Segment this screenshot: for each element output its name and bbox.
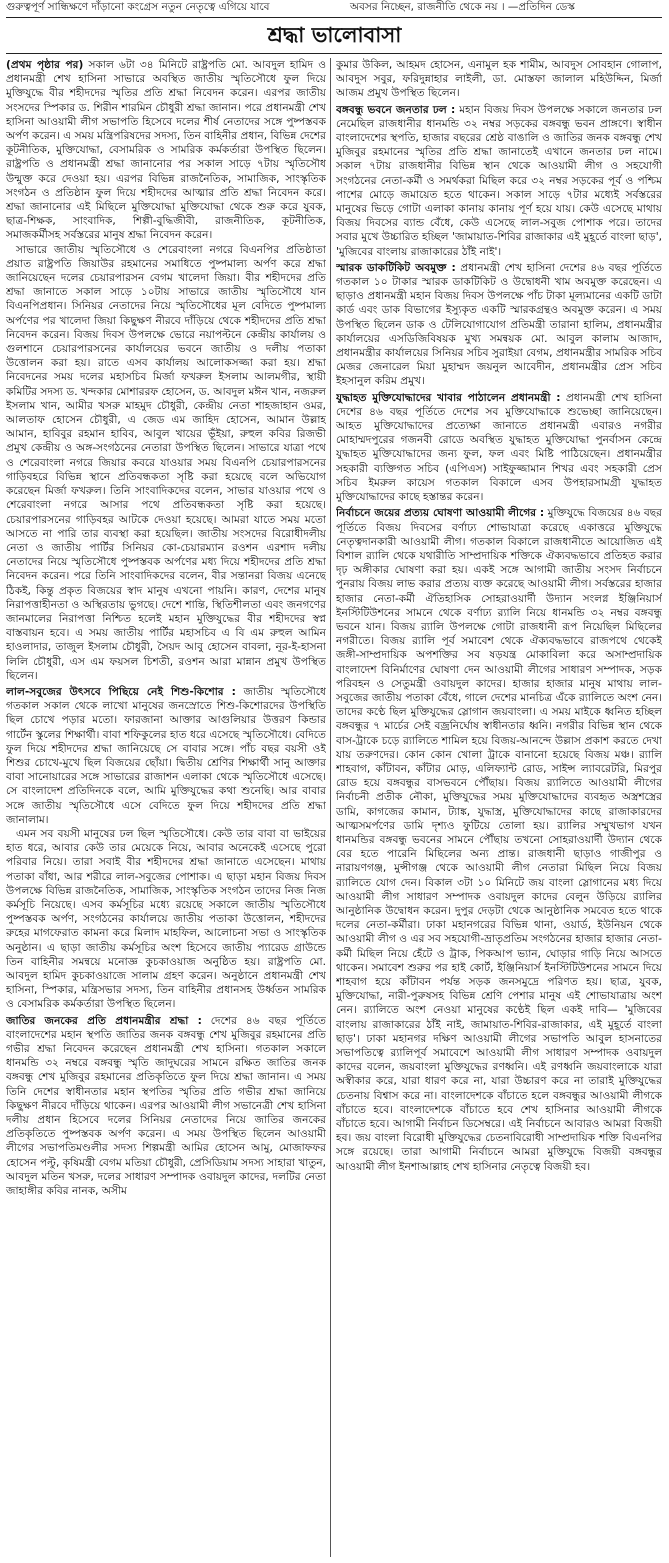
paragraph-text: এমন সব বয়সী মানুষের ঢল ছিল স্মৃতিসৌধে। কেউ তার বাবা বা ভাইয়ের হাত ধরে, আবার কেউ তার মেয়েকে নিয়ে, আবার অনেকেই এসেছে পুরো পরিবার নিয়ে। তারা সবাই বীর শহীদদের শ্রদ্ধা জানাতে এসেছেন। মাথায় পতাকা বাঁধা, আর শরীরে লাল-সবুজের পোশাক। এ ছাড়া মহান বিজয় দিবস উপলক্ষে বিভিন্ন রাজনৈতিক, সামাজিক, সাংস্কৃতিক সংগঠন তাদের নিজ নিজ কর্মসূচি নিয়েছে। এসব কর্মসূচির মধ্যে রয়েছে সকালে জাতীয় স্মৃতিসৌধে পুষ্পস্তবক অর্পণ, সংগঠনের কার্যালয়ে জাতীয় পতাকা উত্তোলন, শহীদদের রুহের মাগফেরাত কামনা করে মিলাদ মাহফিল, আলোচনা সভা ও সাংস্কৃতিক অনুষ্ঠান। এ ছাড়া জাতীয় কর্মসূচির অংশ হিসেবে জাতীয় প্যারেড গ্রাউন্ডে তিন বাহিনীর সমন্বয়ে মনোজ্ঞ কুচকাওয়াজ অনুষ্ঠিত হয়। রাষ্ট্রপতি মো. আবদুল হামিদ কুচকাওয়াজে সালাম গ্রহণ করেন। অনুষ্ঠানে প্রধানমন্ত্রী শেখ হাসিনা, স্পিকার, মন্ত্রিসভার সদস্য, তিন বাহিনীর প্রধানসহ উর্ধ্বতন সামরিক ও বেসামরিক কর্মকর্তারা উপস্থিত ছিলেন। <box>6 827 326 1011</box>
paragraph-text: কুমার উকিল, আহমদ হোসেন, এনামুল হক শামীম, আবদুস সোবহান গোলাপ, আবদুস সবুর, ফরিদুন্নাহার লাইলী, ডা. মোস্তফা জালাল মহিউদ্দিন, মির্জা আজম প্রমুখ উপস্থিত ছিলেন। <box>336 59 662 100</box>
section-subheading: জাতির জনকের প্রতি প্রধানমন্ত্রীর শ্রদ্ধা : <box>6 1014 202 1027</box>
article-section-paragraph <box>6 1014 326 1199</box>
article-section-paragraph <box>336 391 662 505</box>
article-column-left <box>6 58 326 1559</box>
top-strip-left-text: গুরুত্বপূর্ণ সান্ধিক্ষণে দাঁড়ানো কংগ্রেস নতুন নেতৃত্বে এগিয়ে যাবে <box>6 1 270 13</box>
article-section-paragraph <box>336 261 662 389</box>
article-column-right <box>336 58 662 1559</box>
section-subheading: স্মারক ডাকটিকিট অবমুক্ত : <box>336 261 456 274</box>
paragraph-text: সকাল ৬টা ৩৪ মিনিটে রাষ্ট্রপতি মো. আবদুল হামিদ ও প্রধানমন্ত্রী শেখ হাসিনা সাভারে অবস্থিত জাতীয় স্মৃতিসৌধে ফুল দিয়ে মুক্তিযুদ্ধে বীর শহীদদের স্মৃতির প্রতি শ্রদ্ধা নিবেদন করেন। এরপর জাতীয় সংসদের স্পিকার ড. শিরীন শারমিন চৌধুরী শ্রদ্ধা জানান। পরে প্রধানমন্ত্রী শেখ হাসিনা আওয়ামী লীগ সভাপতি হিসেবে দলের শীর্ষ নেতাদের সঙ্গে পুষ্পস্তবক অর্পণ করেন। এ সময় মন্ত্রিপরিষদের সদস্য, তিন বাহিনীর প্রধান, বিভিন্ন দেশের কূটনীতিক, মুক্তিযোদ্ধা, বেসামরিক ও সামরিক কর্মকর্তারা উপস্থিত ছিলেন। রাষ্ট্রপতি ও প্রধানমন্ত্রী শ্রদ্ধা জানানোর পর সকাল সাড়ে ৭টায় স্মৃতিসৌধ উন্মুক্ত করে দেওয়া হয়। এরপর বিভিন্ন রাজনৈতিক, সামাজিক, সাংস্কৃতিক সংগঠন ও প্রতিষ্ঠান ফুল দিয়ে শহীদদের আত্মার প্রতি শ্রদ্ধা নিবেদন করে। শ্রদ্ধা জানানোর এই মিছিলে মুক্তিযোদ্ধা মুক্তিযোদ্ধা থেকে শুরু করে যুবক, ছাত্র-শিক্ষক, সাংবাদিক, শিল্পী-বুদ্ধিজীবী, রাজনীতিক, কূটনীতিক, সমাজকর্মীসহ সর্বস্তরের মানুষ শ্রদ্ধা নিবেদন করেন। <box>6 59 326 242</box>
section-subheading: লাল-সবুজের উৎসবে পিছিয়ে নেই শিশু-কিশোর : <box>6 685 236 698</box>
paragraph-text: দেশের ৪৬ বছর পূর্তিতে বাংলাদেশের মহান স্থপতি জাতির জনক বঙ্গবন্ধু শেখ মুজিবুর রহমানের প্রতি গভীর শ্রদ্ধা নিবেদন করেছেন প্রধানমন্ত্রী শেখ হাসিনা। গতকাল সকালে ধানমন্ডি ৩২ নম্বরে বঙ্গবন্ধু স্মৃতি জাদুঘরের সামনে রক্ষিত জাতির জনক বঙ্গবন্ধু শেখ মুজিবুর রহমানের প্রতিকৃতিতে ফুল দিয়ে শ্রদ্ধা জানান। এ সময় তিনি দেশের স্বাধীনতার মহান স্থপতির স্মৃতির প্রতি গভীর শ্রদ্ধা জানিয়ে কিছুক্ষণ নীরবে দাঁড়িয়ে থাকেন। এরপর আওয়ামী লীগ সভানেত্রী শেখ হাসিনা দলীয় প্রধান হিসেবে দলের সিনিয়র নেতাদের নিয়ে জাতির জনকের প্রতিকৃতিতে পুষ্পস্তবক অর্পণ করেন। এ সময় উপস্থিত ছিলেন আওয়ামী লীগের সভাপতিমণ্ডলীর সদস্য শিল্পমন্ত্রী আমির হোসেন আমু, মোজাফফর হোসেন পল্টু, কৃষিমন্ত্রী বেগম মতিয়া চৌধুরী, প্রেসিডিয়াম সদস্য সাহারা খাতুন, আবদুল মতিন খসরু, দলের সাধারণ সম্পাদক ওবায়দুল কাদের, দলটির নেতা জাহাঙ্গীর কবির নানক, অসীম <box>6 1014 326 1198</box>
paragraph-text: জাতীয় স্মৃতিসৌধে গতকাল সকাল থেকে লাখো মানুষের জনস্রোতে শিশু-কিশোরদের উপস্থিতি ছিল চোখে পড়ার মতো। ফারজানা আক্তার আগুলিয়ার উত্তরণ কিন্ডার গার্টেন স্কুলের শিক্ষার্থী। বাবা শফিকুলের হাত ধরে এসেছে স্মৃতিসৌধে। বেদিতে ফুল দিয়ে শহীদদের শ্রদ্ধা জানিয়েছে সে বাবার সঙ্গে। পাঁচ বছর বয়সী ওই শিশুর চোখে-মুখে ছিল বিজয়ের ছোঁয়া। দ্বিতীয় শ্রেণির শিক্ষার্থী সানু আক্তার বাবা সানোয়ারের সঙ্গে সাভারের রাজাশন এলাকা থেকে স্মৃতিসৌধে এসেছে। সে বাংলাদেশ প্রতিদিনকে বলে, আমি মুক্তিযুদ্ধের কথা শুনেছি। আর বাবার সঙ্গে জাতীয় স্মৃতিসৌধে এসে বেদিতে ফুল দিয়ে শহীদদের প্রতি শ্রদ্ধা জানালাম। <box>6 685 326 826</box>
section-subheading: বঙ্গবন্ধু ভবনে জনতার ঢল : <box>336 103 456 116</box>
section-subheading: যুদ্ধাহত মুক্তিযোদ্ধাদের খাবার পাঠালেন প্রধানমন্ত্রী : <box>336 391 561 404</box>
article-section-paragraph <box>6 685 326 827</box>
section-subheading: নির্বাচনে জয়ের প্রত্যয় ঘোষণা আওয়ামী লীগের : <box>336 507 545 520</box>
column-divider <box>330 58 331 1557</box>
article-section-paragraph <box>336 506 662 1174</box>
article-section-paragraph <box>336 103 662 259</box>
paragraph-text: সাভারে জাতীয় স্মৃতিসৌধে ও শেরেবাংলা নগরে বিএনপির প্রতিষ্ঠাতা প্রয়াত রাষ্ট্রপতি জিয়াউর রহমানের সমাধিতে পুষ্পমাল্য অর্পণ করে শ্রদ্ধা জানিয়েছেন দলের চেয়ারপারসন বেগম খালেদা জিয়া। বীর শহীদদের প্রতি শ্রদ্ধা জানাতে সকাল সাড়ে ১০টায় সাভারে জাতীয় স্মৃতিসৌধে যান বিএনপিপ্রধান। সিনিয়র নেতাদের নিয়ে স্মৃতিসৌধের মূল বেদিতে পুষ্পমাল্য অর্পণের পর খালেদা জিয়া কিছুক্ষণ নীরবে দাঁড়িয়ে থেকে শহীদদের প্রতি শ্রদ্ধা নিবেদন করেন। বিজয় দিবস উপলক্ষে ভোরে নয়াপল্টনে কেন্দ্রীয় কার্যালয় ও গুলশানে চেয়ারপারসনের কার্যালয়ের ভবনে জাতীয় ও দলীয় পতাকা উত্তোলন করা হয়। রাতে এসব কার্যালয় আলোকসজ্জা করা হয়। শ্রদ্ধা নিবেদনের সময় দলের মহাসচিব মির্জা ফখরুল ইসলাম আলমগীর, স্থায়ী কমিটির সদস্য ড. খন্দকার মোশাররফ হোসেন, ড. আবদুল মঈন খান, নজরুল ইসলাম খান, আমীর খসরু মাহমুদ চৌধুরী, কেন্দ্রীয় নেতা শাহজাহান ওমর, আলতাফ হোসেন চৌধুরী, এ জেড এম জাহিদ হোসেন, আমান উল্লাহ আমান, হাবিবুর রহমান হাবিব, আবুল খায়ের ভূঁইয়া, রুহুল কবির রিজভী প্রমুখ কেন্দ্রীয় ও অঙ্গ-সংগঠনের নেতারা উপস্থিত ছিলেন। সাভারে যাত্রা পথে ও শেরেবাংলা নগরে জিয়ার কবরে যাওয়ার সময় বিএনপি চেয়ারপারসনের গাড়িবহরে বিভিন্ন স্থানে প্রতিবন্ধকতা সৃষ্টি করা হয়েছে বলে অভিযোগ করেছেন মির্জা ফখরুল। তিনি সাংবাদিকদের বলেন, সাভার যাওয়ার পথে ও শেরেবাংলা নগরে আসার পথে প্রতিবন্ধকতা সৃষ্টি করা হয়েছে। চেয়ারপারসনের গাড়িবহর আটকে দেওয়া হয়েছে। আমরা যাতে সময় মতো আসতে না পারি তার ব্যবস্থা করা হয়েছিল। জাতীয় সংসদের বিরোধীদলীয় নেতা ও জাতীয় পার্টির সিনিয়র কো-চেয়ারম্যান রওশন এরশাদ দলীয় নেতাদের নিয়ে স্মৃতিসৌধে পুষ্পস্তবক অর্পণের মধ্য দিয়ে শহীদদের প্রতি শ্রদ্ধা নিবেদন করেন। পরে তিনি সাংবাদিকদের বলেন, বীর সন্তানরা বিজয় এনেছে ঠিকই, কিন্তু প্রকৃত বিজয়ের স্বাদ মানুষ এখনো পায়নি। কারণ, দেশের মানুষ নিরাপত্তাহীনতা ও অস্থিরতায় ভুগছে। দেশে শান্তি, স্থিতিশীলতা এবং জনগণের জানমালের নিরাপত্তা নিশ্চিত হলেই মহান মুক্তিযুদ্ধের বীর শহীদদের স্বপ্ন বাস্তবায়ন হবে। এ সময় জাতীয় পার্টির মহাসচিব এ বি এম রুহুল আমিন হাওলাদার, তাজুল ইসলাম চৌধুরী, সৈয়দ আবু হোসেন বাবলা, নূর-ই-হাসনা লিলি চৌধুরী, এস এম ফয়সল চিশতী, রওশন আরা মান্নান প্রমুখ উপস্থিত ছিলেন। <box>6 243 326 682</box>
paragraph-text: মুক্তিযুদ্ধে বিজয়ের ৪৬ বছর পূর্তিতে বিজয় দিবসের বর্ণাঢ্য শোভাযাত্রা করেছে একাত্তরে মুক্তিযুদ্ধে নেতৃত্বদানকারী আওয়ামী লীগ। গতকাল বিকালে রাজধানীতে আয়োজিত এই বিশাল র‍্যালি থেকে যথারীতি সাম্প্রদায়িক শক্তিকে ঐক্যবদ্ধভাবে প্রতিহত করার দৃঢ় অঙ্গীকার ঘোষণা করা হয়। একই সঙ্গে আগামী জাতীয় সংসদ নির্বাচনে পুনরায় বিজয় লাভ করার প্রত্যয় ব্যক্ত করেছে আওয়ামী লীগ। সর্বস্তরের হাজার হাজার নেতা-কর্মী ঐতিহাসিক সোহরাওয়ার্দী উদ্যান সংলগ্ন ইঞ্জিনিয়ার্স ইনস্টিটিউশনের সামনে থেকে বর্ণাঢ্য র‍্যালি নিয়ে ধানমন্ডি ৩২ নম্বর বঙ্গবন্ধু ভবনে যান। বিজয় র‍্যালি উপলক্ষে গোটা রাজধানী রূপ নিয়েছিল মিছিলের নগরীতে। বিজয় র‍্যালি পূর্ব সমাবেশ থেকে ঐক্যবদ্ধভাবে রাজপথে থেকেই জঙ্গী-সাম্প্রদায়িক অপশক্তির সব ষড়যন্ত্র মোকাবিলা করে অসাম্প্রদায়িক বাংলাদেশ বিনির্মাণের ঘোষণা দেন আওয়ামী লীগের সাধারণ সম্পাদক, সড়ক পরিবহন ও সেতুমন্ত্রী ওবায়দুল কাদের। হাজার হাজার মানুষ মাথায় লাল-সবুজের জাতীয় পতাকা বেঁধে, গালে দেশের মানচিত্র এঁকে র‍্যালিতে অংশ নেন। তাদের কণ্ঠে ছিল মুক্তিযুদ্ধের স্লোগান জয়বাংলা। এ সময় মাইকে ধ্বনিত হচ্ছিল বঙ্গবন্ধুর ৭ মার্চের সেই বজ্রনির্ঘোষ স্বাধীনতার ধ্বনি। নগরীর বিভিন্ন স্থান থেকে বাস-ট্রাকে চড়ে র‍্যালিতে শামিল হয়ে বিজয়-আনন্দে উল্লাস প্রকাশ করতে দেখা যায় তরুণদের। কোন কোন খোলা ট্রাকে বানানো হয়েছে বিজয় মঞ্চ। র‍্যালি শাহবাগ, কাঁটাবন, কাঁটার মোড়, এলিফ্যান্ট রোড, সাইন্স ল্যাবরেটরি, মিরপুর রোড হয়ে বঙ্গবন্ধুর বাসভবনে পৌঁছায়। বিজয় র‍্যালিতে আওয়ামী লীগের নির্বাচনী প্রতীক নৌকা, মুক্তিযুদ্ধের সময় মুক্তিযোদ্ধাদের ব্যবহৃত অস্ত্রশস্ত্রের ডামি, কাগজের কামান, ট্যাঙ্ক, যুদ্ধাস্ত্র, মুক্তিযোদ্ধাদের কাছে রাজাকারদের আত্মসমর্পণের ডামি দৃশ্যও ফুটিয়ে তোলা হয়। র‍্যালির সম্মুখভাগ যখন ধানমন্ডির বঙ্গবন্ধু ভবনের সামনে পৌঁছায় তখনো সোহরাওয়ার্দী উদ্যান থেকে বের হতে পারেনি মিছিলের অন্য প্রান্ত। রাজধানী ছাড়াও গাজীপুর ও নারায়ণগঞ্জ, মুন্সীগঞ্জ থেকে আওয়ামী লীগ নেতারা মিছিল নিয়ে বিজয় র‍্যালিতে যোগ দেন। বিকাল ৩টা ১০ মিনিটে জয় বাংলা স্লোগানের মধ্য দিয়ে আওয়ামী লীগ সাধারণ সম্পাদক ওবায়দুল কাদের বেলুন উড়িয়ে র‍্যালির আনুষ্ঠানিক উদ্বোধন করেন। দুপুর দেড়টা থেকে আনুষ্ঠানিক সমবেত হতে থাকে দলের নেতা-কর্মীরা। ঢাকা মহানগরের বিভিন্ন থানা, ওয়ার্ড, ইউনিয়ন থেকে আওয়ামী লীগ ও এর সব সহযোগী-ভ্রাতৃপ্রতিম সংগঠনের হাজার হাজার নেতা-কর্মী মিছিল নিয়ে হেঁটে ও ট্রাক, পিকআপ ভ্যান, ঘোড়ার গাড়ি নিয়ে আসতে থাকেন। সমাবেশ শুরুর পর হাই কোর্ট, ইঞ্জিনিয়ার্স ইনস্টিটিউশনের সামনে দিয়ে শাহবাগ হয়ে কাঁটাবন পর্যন্ত সড়ক জনসমুদ্রে পরিণত হয়। ছাত্র, যুবক, মুক্তিযোদ্ধা, নারী-পুরুষসহ বিভিন্ন শ্রেণি পেশার মানুষ এই শোভাযাত্রায় অংশ নেন। র‍্যালিতে অংশ নেওয়া মানুষের কণ্ঠেই ছিল একই দাবি— 'মুজিবের বাংলায় রাজাকারের ঠাঁই নাই, জামায়াত-শিবির-রাজাকার, এই মুহূর্তে বাংলা ছাড়'। ঢাকা মহানগর দক্ষিণ আওয়ামী লীগের সভাপতি আবুল হাসনাতের সভাপতিত্বে র‍্যালিপূর্ব সমাবেশে আওয়ামী লীগ সাধারণ সম্পাদক ওবায়দুল কাদের বলেন, জয়বাংলা মুক্তিযুদ্ধের রণধ্বনি। এই রণধ্বনি জয়বাংলাকে যারা অস্বীকার করে, যারা ধারণ করে না, যারা উচ্চারণ করে না তারাই মুক্তিযুদ্ধের চেতনায় বিশ্বাস করে না। বাংলাদেশকে বাঁচাতে হলে বঙ্গবন্ধুর আওয়ামী লীগকে বাঁচাতে হবে। বাংলাদেশকে বাঁচাতে হবে শেখ হাসিনার আওয়ামী লীগকে বাঁচাতে হবে। আগামী নির্বাচন ডিসেম্বরে। এই নির্বাচনে আবারও আমরা বিজয়ী হব। জয় বাংলা বিরোধী মুক্তিযুদ্ধের চেতনাবিরোধী সাম্প্রদায়িক শক্তি বিএনপির সঙ্গে রয়েছে। তারা আগামী নির্বাচনে আমরা মুক্তিযুদ্ধে বিজয়ী বঙ্গবন্ধুর আওয়ামী লীগ ইনশাআল্লাহ শেখ হাসিনার নেতৃত্বে বিজয়ী হব। <box>336 507 662 1173</box>
headline-divider <box>6 53 662 54</box>
section-subheading: (প্রথম পৃষ্ঠার পর) <box>6 59 84 71</box>
top-strip-right-text: অবসর নিচ্ছেন, রাজনীতি থেকে নয় । —প্রতিদিন ডেস্ক <box>350 1 575 13</box>
article-headline: শ্রদ্ধা ভালোবাসা <box>267 22 402 47</box>
article-paragraph <box>336 58 662 101</box>
article-paragraph <box>6 827 326 1012</box>
top-strip <box>0 0 669 16</box>
paragraph-text: মহান বিজয় দিবস উপলক্ষে সকালে জনতার ঢল নেমেছিল রাজধানীর ধানমন্ডি ৩২ নম্বর সড়কের বঙ্গবন্ধু ভবন প্রাঙ্গণে। স্বাধীন বাংলাদেশের স্থপতি, হাজার বছরের শ্রেষ্ঠ বাঙালি ও জাতির জনক বঙ্গবন্ধু শেখ মুজিবুর রহমানের স্মৃতির প্রতি শ্রদ্ধা জানাতেই এখানে জনতার ঢল নামে। সকাল ৭টায় রাজধানীর বিভিন্ন স্থান থেকে আওয়ামী লীগ ও সহযোগী সংগঠনের নেতা-কর্মী ও সমর্থকরা মিছিল করে ৩২ নম্বর সড়কের পূর্ব ও পশ্চিম পাশের মোড়ে জমায়েত হতে থাকেন। সকাল সাড়ে ৭টার মধ্যেই সর্বস্তরের মানুষের ভিড়ে গোটা এলাকা কানায় কানায় পূর্ণ হয়ে যায়। কেউ এসেছে মাথায় বিজয় দিবসের ব্যান্ড বেঁধে, কেউ এসেছে লাল-সবুজ পোশাক পরে। তাদের সবার মুখে উচ্চারিত হচ্ছিল 'জামায়াত-শিবির রাজাকার এই মুহূর্তে বাংলা ছাড়', 'মুজিবের বাংলায় রাজাকারের ঠাঁই নাই'। <box>336 103 662 258</box>
paragraph-text: প্রধানমন্ত্রী শেখ হাসিনা দেশের ৪৬ বছর পূর্তিতে গতকাল ১০ টাকার স্মারক ডাকটিকিট ও উদ্বোধনী খাম অবমুক্ত করেছেন। এ ছাড়াও প্রধানমন্ত্রী মহান বিজয় দিবস উপলক্ষে পাঁচ টাকা মূল্যমানের একটি ডাটা কার্ড এবং ডাক বিভাগের ইস্যুকৃত একটি স্মারকগ্রন্থও অবমুক্ত করেন। এ সময় উপস্থিত ছিলেন ডাক ও টেলিযোগাযোগ প্রতিমন্ত্রী তারানা হালিম, প্রধানমন্ত্রীর কার্যালয়ের এসডিজিবিষয়ক মুখ্য সমন্বয়ক মো. আবুল কালাম আজাদ, প্রধানমন্ত্রীর কার্যালয়ের সিনিয়র সচিব সুরাইয়া বেগম, প্রধানমন্ত্রীর সামরিক সচিব মেজর জেনারেল মিয়া মুহাম্মদ জয়নুল আবেদীন, প্রধানমন্ত্রীর প্রেস সচিব ইহসানুল করিম প্রমুখ। <box>336 261 662 388</box>
article-section-paragraph <box>6 58 326 243</box>
article-paragraph <box>6 243 326 683</box>
paragraph-text: প্রধানমন্ত্রী শেখ হাসিনা দেশের ৪৬ বছর পূর্তিতে দেশের সব মুক্তিযোদ্ধাকে শুভেচ্ছা জানিয়েছেন। আহত মুক্তিযোদ্ধাদের প্রত্যেক্ষা জানাতে প্রধানমন্ত্রী এবারও নগরীর মোহাম্মদপুরের গজনবী রোডে অবস্থিত যুদ্ধাহত মুক্তিযোদ্ধা পুনর্বাসন কেন্দ্রে যুদ্ধাহত মুক্তিযোদ্ধাদের জন্য ফুল, ফল এবং মিষ্টি পাঠিয়েছেন। প্রধানমন্ত্রীর সহকারী ব্যক্তিগত সচিব (এপিএস) সাইফুজ্জামান শিখর এবং সহকারী প্রেস সচিব ইমরুল কায়েস গতকাল বিকালে এসব উপহারসামগ্রী যুদ্ধাহত মুক্তিযোদ্ধাদের কাছে হস্তান্তর করেন। <box>336 391 662 504</box>
top-divider <box>6 17 662 18</box>
